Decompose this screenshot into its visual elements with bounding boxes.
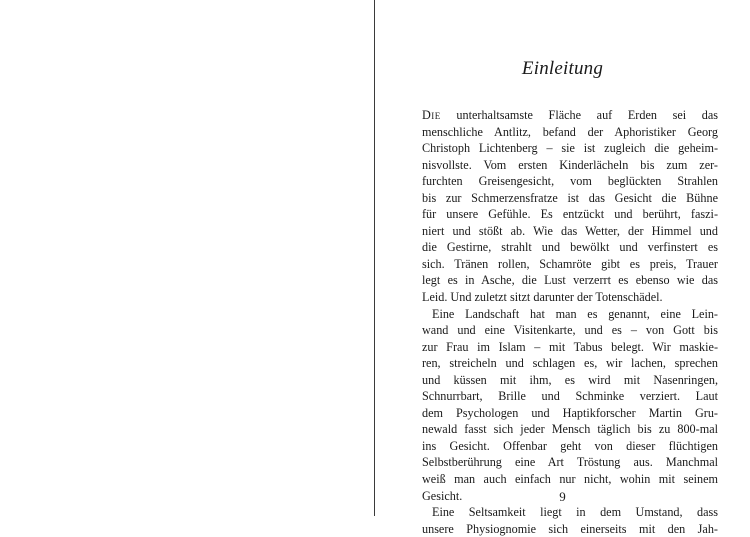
text-line: ins Gesicht. Offenbar geht von dieser flüchtigen (422, 438, 718, 453)
page-number: 9 (559, 489, 566, 504)
text-line-1 (422, 107, 718, 124)
text-line: unsere Physiognomie sich einerseits mit den Jah- (422, 521, 718, 536)
drop-word: Die (422, 108, 441, 122)
chapter-title: Einleitung (521, 58, 604, 79)
text-line: sich. Tränen rollen, Schamröte gibt es preis, Trauer (422, 256, 718, 271)
text-line: die Gestirne, strahlt und bewölkt und verfinstert es (422, 240, 718, 255)
text-line: dem Psychologen und Haptikforscher Martin Gru- (422, 405, 718, 420)
text-line: furchten Greisengesicht, vom beglückten Strahlen (422, 174, 718, 189)
body-text (422, 107, 718, 537)
text-line: Christoph Lichtenberg – sie ist zugleich die geheim- (422, 141, 718, 156)
text-line: menschliche Antlitz, befand der Aphoristiker Georg (422, 124, 718, 139)
text-line: newald fasst sich jeder Mensch täglich bis zu 800-mal (422, 422, 718, 437)
text-line: nisvollste. Vom ersten Kinderlächeln bis zum zer- (422, 157, 718, 172)
text-line: zur Frau im Islam – mit Tabus belegt. Wir maskie- (422, 339, 718, 354)
text-line: Eine Landschaft hat man es genannt, eine Lein- (432, 306, 718, 321)
text-line: Gesicht. (422, 488, 463, 503)
text-line: bis zur Schmerzensfratze ist das Gesicht die Bühne (422, 190, 718, 205)
text-line: für unsere Gefühle. Es entzückt und berührt, faszi- (422, 207, 718, 222)
left-page-blank (0, 0, 374, 516)
text-line: Leid. Und zuletzt sitzt darunter der Totenschädel. (422, 290, 663, 305)
text-line: wand und eine Visitenkarte, und es – von Gott bis (422, 323, 718, 338)
text-line: und küssen mit ihm, es wird mit Nasenringen, (422, 372, 718, 387)
text-line-1-rest: unterhaltsamste Fläche auf Erden sei das (440, 108, 718, 122)
text-line: ren, streicheln und schlagen es, wir lachen, sprechen (422, 356, 718, 371)
text-line: legt es in Asche, die Lust verzerrt es ebenso wie das (422, 273, 718, 288)
text-line: Schnurrbart, Brille und Schminke verziert. Laut (422, 389, 718, 404)
text-line: Selbstberührung eine Art Tröstung aus. Manchmal (422, 455, 718, 470)
text-line: niert und stößt ab. Wie das Wetter, der Himmel und (422, 223, 718, 238)
text-line: Eine Seltsamkeit liegt in dem Umstand, dass (432, 505, 718, 520)
right-page (375, 0, 750, 536)
text-line: weiß man auch einfach nur nicht, wohin mit seinem (422, 472, 718, 487)
